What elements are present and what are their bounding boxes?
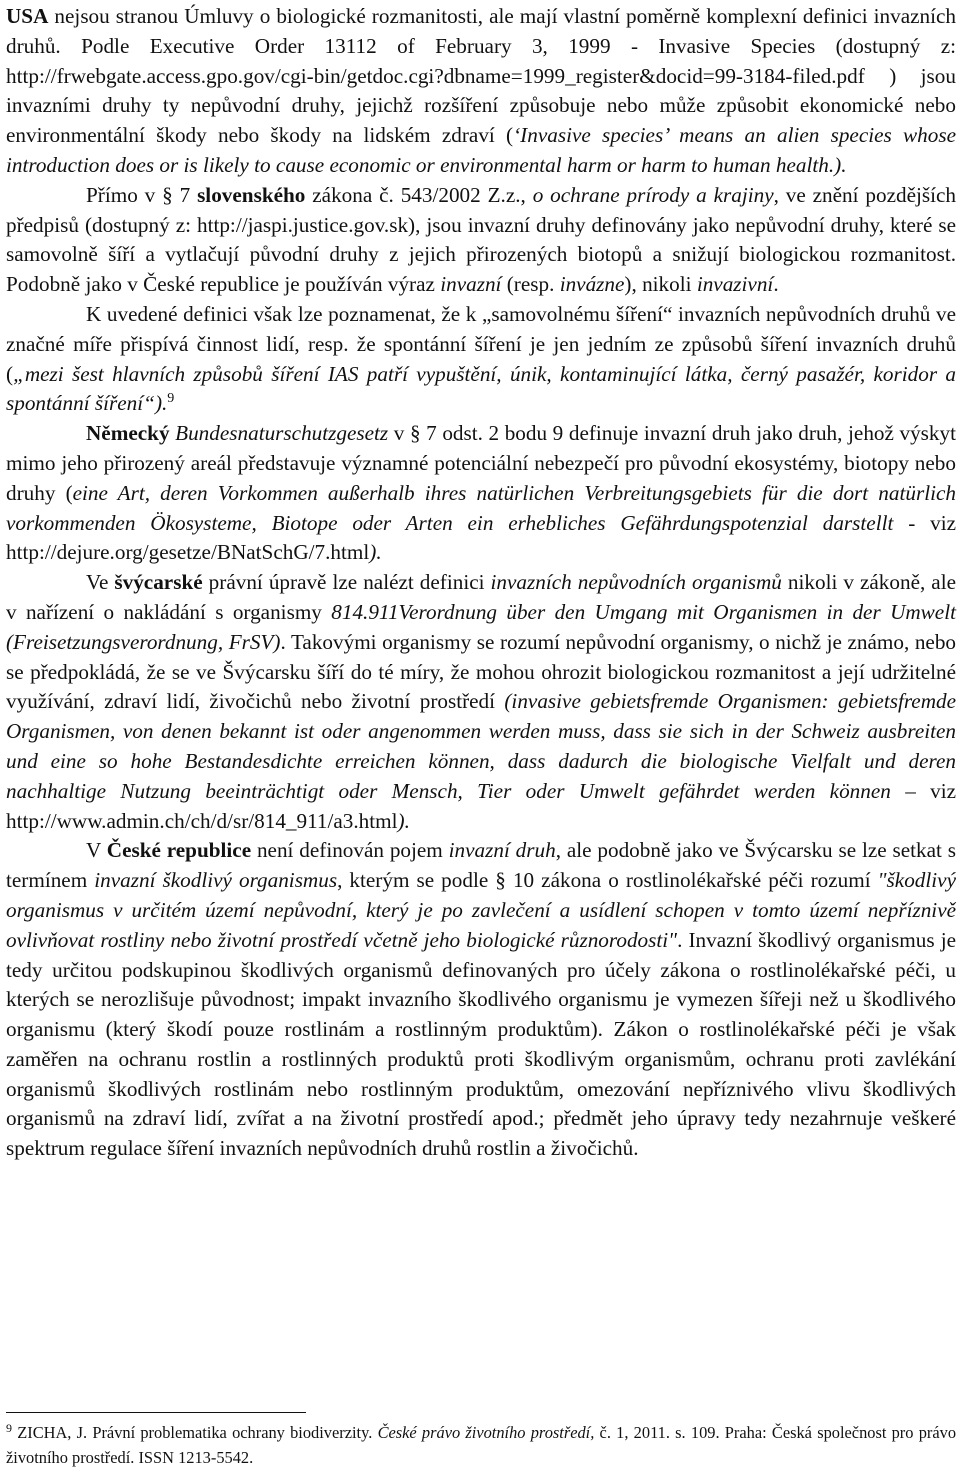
paragraph-slovak: Přímo v § 7 slovenského zákona č. 543/2002 Z.z., o ochrane prírody a krajiny, ve znění pozdějších předpisů (dostupný z: http://jaspi.justice.gov.sk), jsou invazní druhy definovány jako nepůvodní druhy, které se samovolně šíří a vytlačují původní druhy z jejich přirozených biotopů a snižují biologickou rozmanitost. Podobně jako v České republice je používán výraz invazní (resp. invázne), nikoli invazivní. [6, 182, 956, 297]
paragraph-czech: V České republice není definován pojem invazní druh, ale podobně jako ve Švýcarsku se lze setkat s termínem invazní škodlivý organismus, kterým se podle § 10 zákona o rostlinolékařské péči rozumí "škodlivý organismus v určitém území nepůvodní, který je po zavlečení a usídlení schopen v tomto území nepříznivě ovlivňovat rostliny nebo životní prostředí včetně jeho biologické různorodosti". Invazní škodlivý organismus je tedy určitou podskupinou škodlivých organismů definovaných pro účely zákona o rostlinolékařské péči, u kterých se nerozlišuje původnost; impakt invazního škodlivého organismu je vymezen šířeji než u škodlivého organismu (který škodí pouze rostlinám a rostlinným produktům). Zákon o rostlinolékařské péči je však zaměřen na ochranu rostlin a rostlinných produktů proti škodlivým organismům, ochranu proti zavlékání organismů škodlivých rostlinám nebo rostlinným produktům, omezování nepříznivého vlivu škodlivých organismů na zdraví lidí, zvířat a na životní prostředí apod.; předmět jeho úpravy tedy nezahrnuje veškeré spektrum regulace šíření invazních nepůvodních druhů rostlin a živočichů. [6, 838, 957, 1161]
executive-order-title: Executive Order 13112 of February 3, 1999 - Invasive Species [149, 33, 816, 58]
country-usa: USA [6, 4, 49, 28]
document-body [6, 2, 956, 1164]
footnote-separator [6, 1412, 306, 1413]
country-slovak: slovenského [197, 182, 306, 207]
country-czech: České republice [106, 838, 252, 863]
slovak-law-title: o ochrane prírody a krajiny [532, 182, 774, 207]
paragraph-definition-note: K uvedené definici však lze poznamenat, že k „samovolnému šíření“ invazních nepůvodních druhů ve značné míře přispívá činnost lidí, resp. že spontánní šíření je jen jedním ze způsobů šíření invazních druhů („mezi šest hlavních způsobů šíření IAS patří vypuštění, únik, kontaminující látka, černý pasažér, koridor a spontánní šíření“).$^9$ [6, 301, 956, 416]
footnote: $^9$ ZICHA, J. Právní problematika ochrany biodiverzity. České právo životního prostředí, č. 1, 2011. s. 109. Praha: Česká společnost pro právo životního prostředí. ISSN 1213-5542. [6, 1421, 957, 1467]
english-quote: ‘Invasive species’ means an alien species whose introduction does or is likely to cause economic or environmental harm or harm to human health. [6, 123, 956, 177]
paragraph-german: Německý Bundesnaturschutzgesetz v § 7 odst. 2 bodu 9 definuje invazní druh jako druh, jehož výskyt mimo jeho přirozený areál představuje významné potenciální nebezpečí pro původní ekosystémy, biotopy nebo druhy (eine Art, deren Vorkommen außerhalb ihres natürlichen Verbreitungsgebiets für die dort natürlich vorkommenden Ökosysteme, Biotope oder Arten ein erhebliches Gefährdungspotenzial darstellt - viz http://dejure.org/gesetze/BNatSchG/7.html). [6, 421, 957, 565]
german-quote: eine Art, deren Vorkommen außerhalb ihres natürlichen Verbreitungsgebiets für die dort natürlich vorkommenden Ökosysteme, Biotope oder Arten ein erhebliches Gefährdungspotenzial darstellt [6, 480, 956, 535]
swiss-quote: (invasive gebietsfremde Organismen: gebietsfremde Organismen, von denen bekannt ist oder angenommen werden muss, dass sie sich in der Schweiz ausbreiten und eine so hohe Bestandesdichte erreichen können, dass dadurch die biologische Vielfalt und deren nachhaltige Nutzung beeinträchtigt oder Mensch, Tier oder Umwelt gefährdet werden können [6, 689, 956, 803]
footnote-reference: 9 [167, 391, 175, 407]
czech-law-quote: "škodlivý organismus v určitém území nepůvodní, který je po zavlečení a usídlení schopen v tomto území nepříznivě ovlivňovat rostliny nebo životní prostředí včetně jeho biologické různorodosti" [6, 868, 956, 952]
german-law-title: Bundesnaturschutzgesetz [175, 421, 389, 446]
footnote-journal: České právo životního prostředí, [377, 1423, 595, 1442]
paragraph-swiss: Ve švýcarské právní úpravě lze nalézt definici invazních nepůvodních organismů nikoli v zákoně, ale v nařízení o nakládání s organismy 814.911Verordnung über den Umgang mit Organismen in der Umwelt (Freisetzungsverordnung, FrSV). Takovými organismy se rozumí nepůvodní organismy, o nichž je známo, nebo se předpokládá, že se ve Švýcarsku šíří do té míry, že mohou ohrozit biologickou rozmanitost a její udržitelné využívání, zdraví lidí, živočichů nebo životní prostředí (invasive gebietsfremde Organismen: gebietsfremde Organismen, von denen bekannt ist oder angenommen werden muss, dass sie sich in der Schweiz ausbreiten und eine so hohe Bestandesdichte erreichen können, dass dadurch die biologische Vielfalt und deren nachhaltige Nutzung beeinträchtigt oder Mensch, Tier oder Umwelt gefährdet werden können – viz http://www.admin.ch/ch/d/sr/814_911/a3.html). [6, 570, 957, 833]
swiss-ordinance-title: 814.911Verordnung über den Umgang mit Organismen in der Umwelt (Freisetzungsverordnung, FrSV) [6, 599, 956, 654]
country-swiss: švýcarské [114, 570, 203, 595]
footnote-number: 9 [6, 1421, 12, 1435]
spread-pathways-quote: „mezi šest hlavních způsobů šíření IAS patří vypuštění, únik, kontaminující látka, černý pasažér, koridor a spontánní šíření“ [6, 361, 956, 416]
paragraph-usa: USA nejsou stranou Úmluvy o biologické rozmanitosti, ale mají vlastní poměrně komplexní definici invazních druhů. Podle Executive Order 13112 of February 3, 1999 - Invasive Species (dostupný z: http://frwebgate.access.gpo.gov/cgi-bin/getdoc.cgi?dbname=1999_register&docid=99-3184-filed.pdf ) jsou invazními druhy ty nepůvodní druhy, jejichž rozšíření způsobuje nebo může způsobit ekonomické nebo environmentální škody nebo škody na lidském zdraví (‘Invasive species’ means an alien species whose introduction does or is likely to cause economic or environmental harm or harm to human health.). [6, 4, 956, 177]
country-german: Německý [86, 421, 170, 446]
